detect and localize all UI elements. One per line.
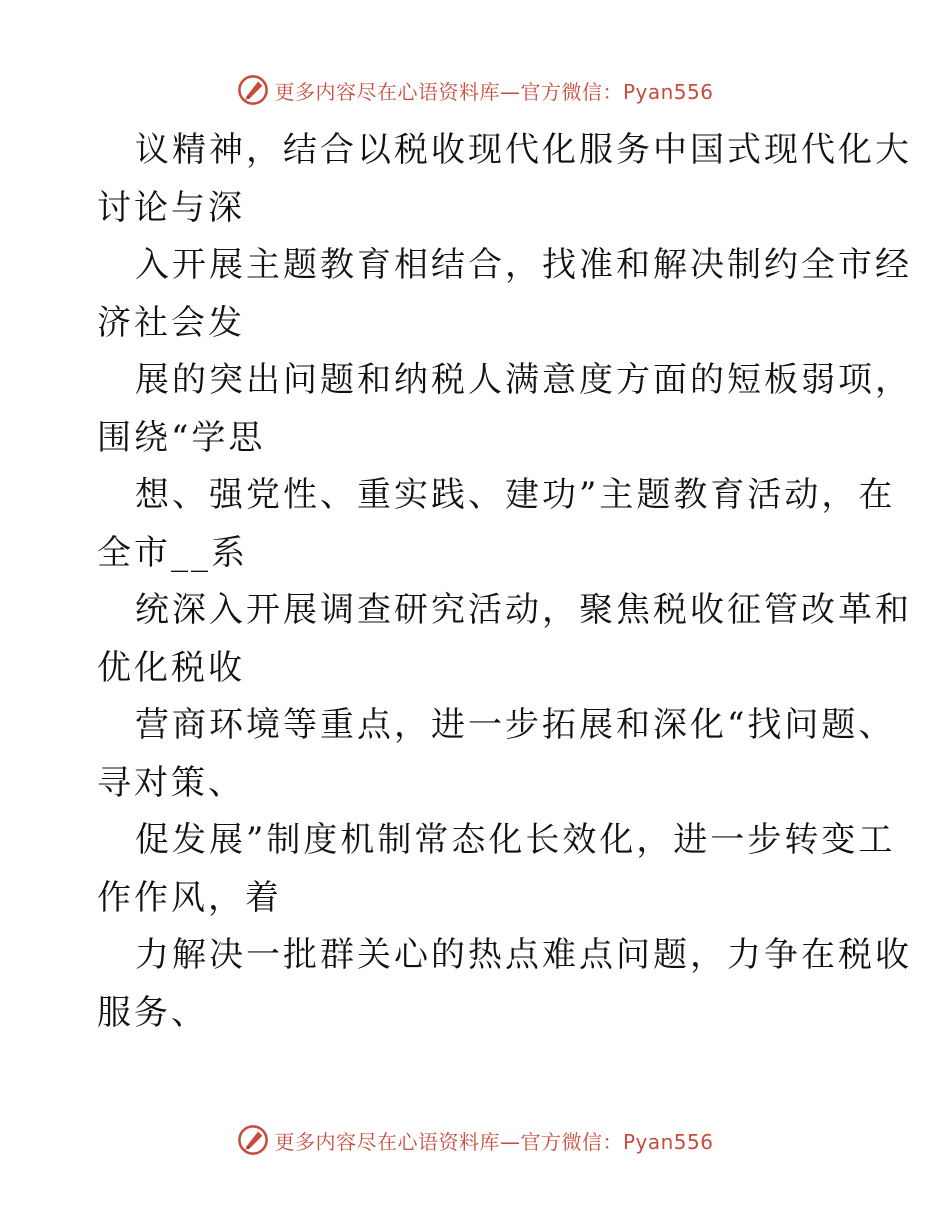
header-banner-text: 更多内容尽在心语资料库—官方微信：Pyan556 [274, 79, 714, 104]
body-line-15: 力解决一批群关心的热点难点问题，力争在税收 [135, 935, 912, 975]
body-line-3: 入开展主题教育相结合，找准和解决制约全市经 [135, 245, 912, 285]
footer-banner [0, 1120, 950, 1160]
body-line-7: 想、强党性、重实践、建功”主题教育活动，在 [135, 475, 896, 515]
body-line-6: 围绕“学思 [97, 417, 266, 458]
body-line-10: 优化税收 [97, 647, 245, 688]
body-line-11: 营商环境等重点，进一步拓展和深化“找问题、 [135, 705, 896, 745]
body-line-14: 作作风，着 [97, 877, 282, 918]
body-line-2: 讨论与深 [97, 187, 245, 228]
body-line-1: 议精神，结合以税收现代化服务中国式现代化大 [135, 130, 912, 170]
body-line-12: 寻对策、 [97, 762, 245, 803]
body-line-4: 济社会发 [97, 302, 245, 343]
body-line-8: 全市__系 [97, 532, 248, 573]
pen-nib-logo-icon [236, 1123, 270, 1157]
body-line-13: 促发展”制度机制常态化长效化，进一步转变工 [135, 820, 896, 860]
document-body [97, 122, 912, 1042]
body-line-5: 展的突出问题和纳税人满意度方面的短板弱项， [135, 360, 912, 400]
header-banner [0, 70, 950, 110]
pen-nib-logo-icon [236, 73, 270, 107]
footer-banner-text: 更多内容尽在心语资料库—官方微信：Pyan556 [274, 1129, 714, 1154]
body-line-16: 服务、 [97, 992, 208, 1033]
body-line-9: 统深入开展调查研究活动，聚焦税收征管改革和 [135, 590, 912, 630]
